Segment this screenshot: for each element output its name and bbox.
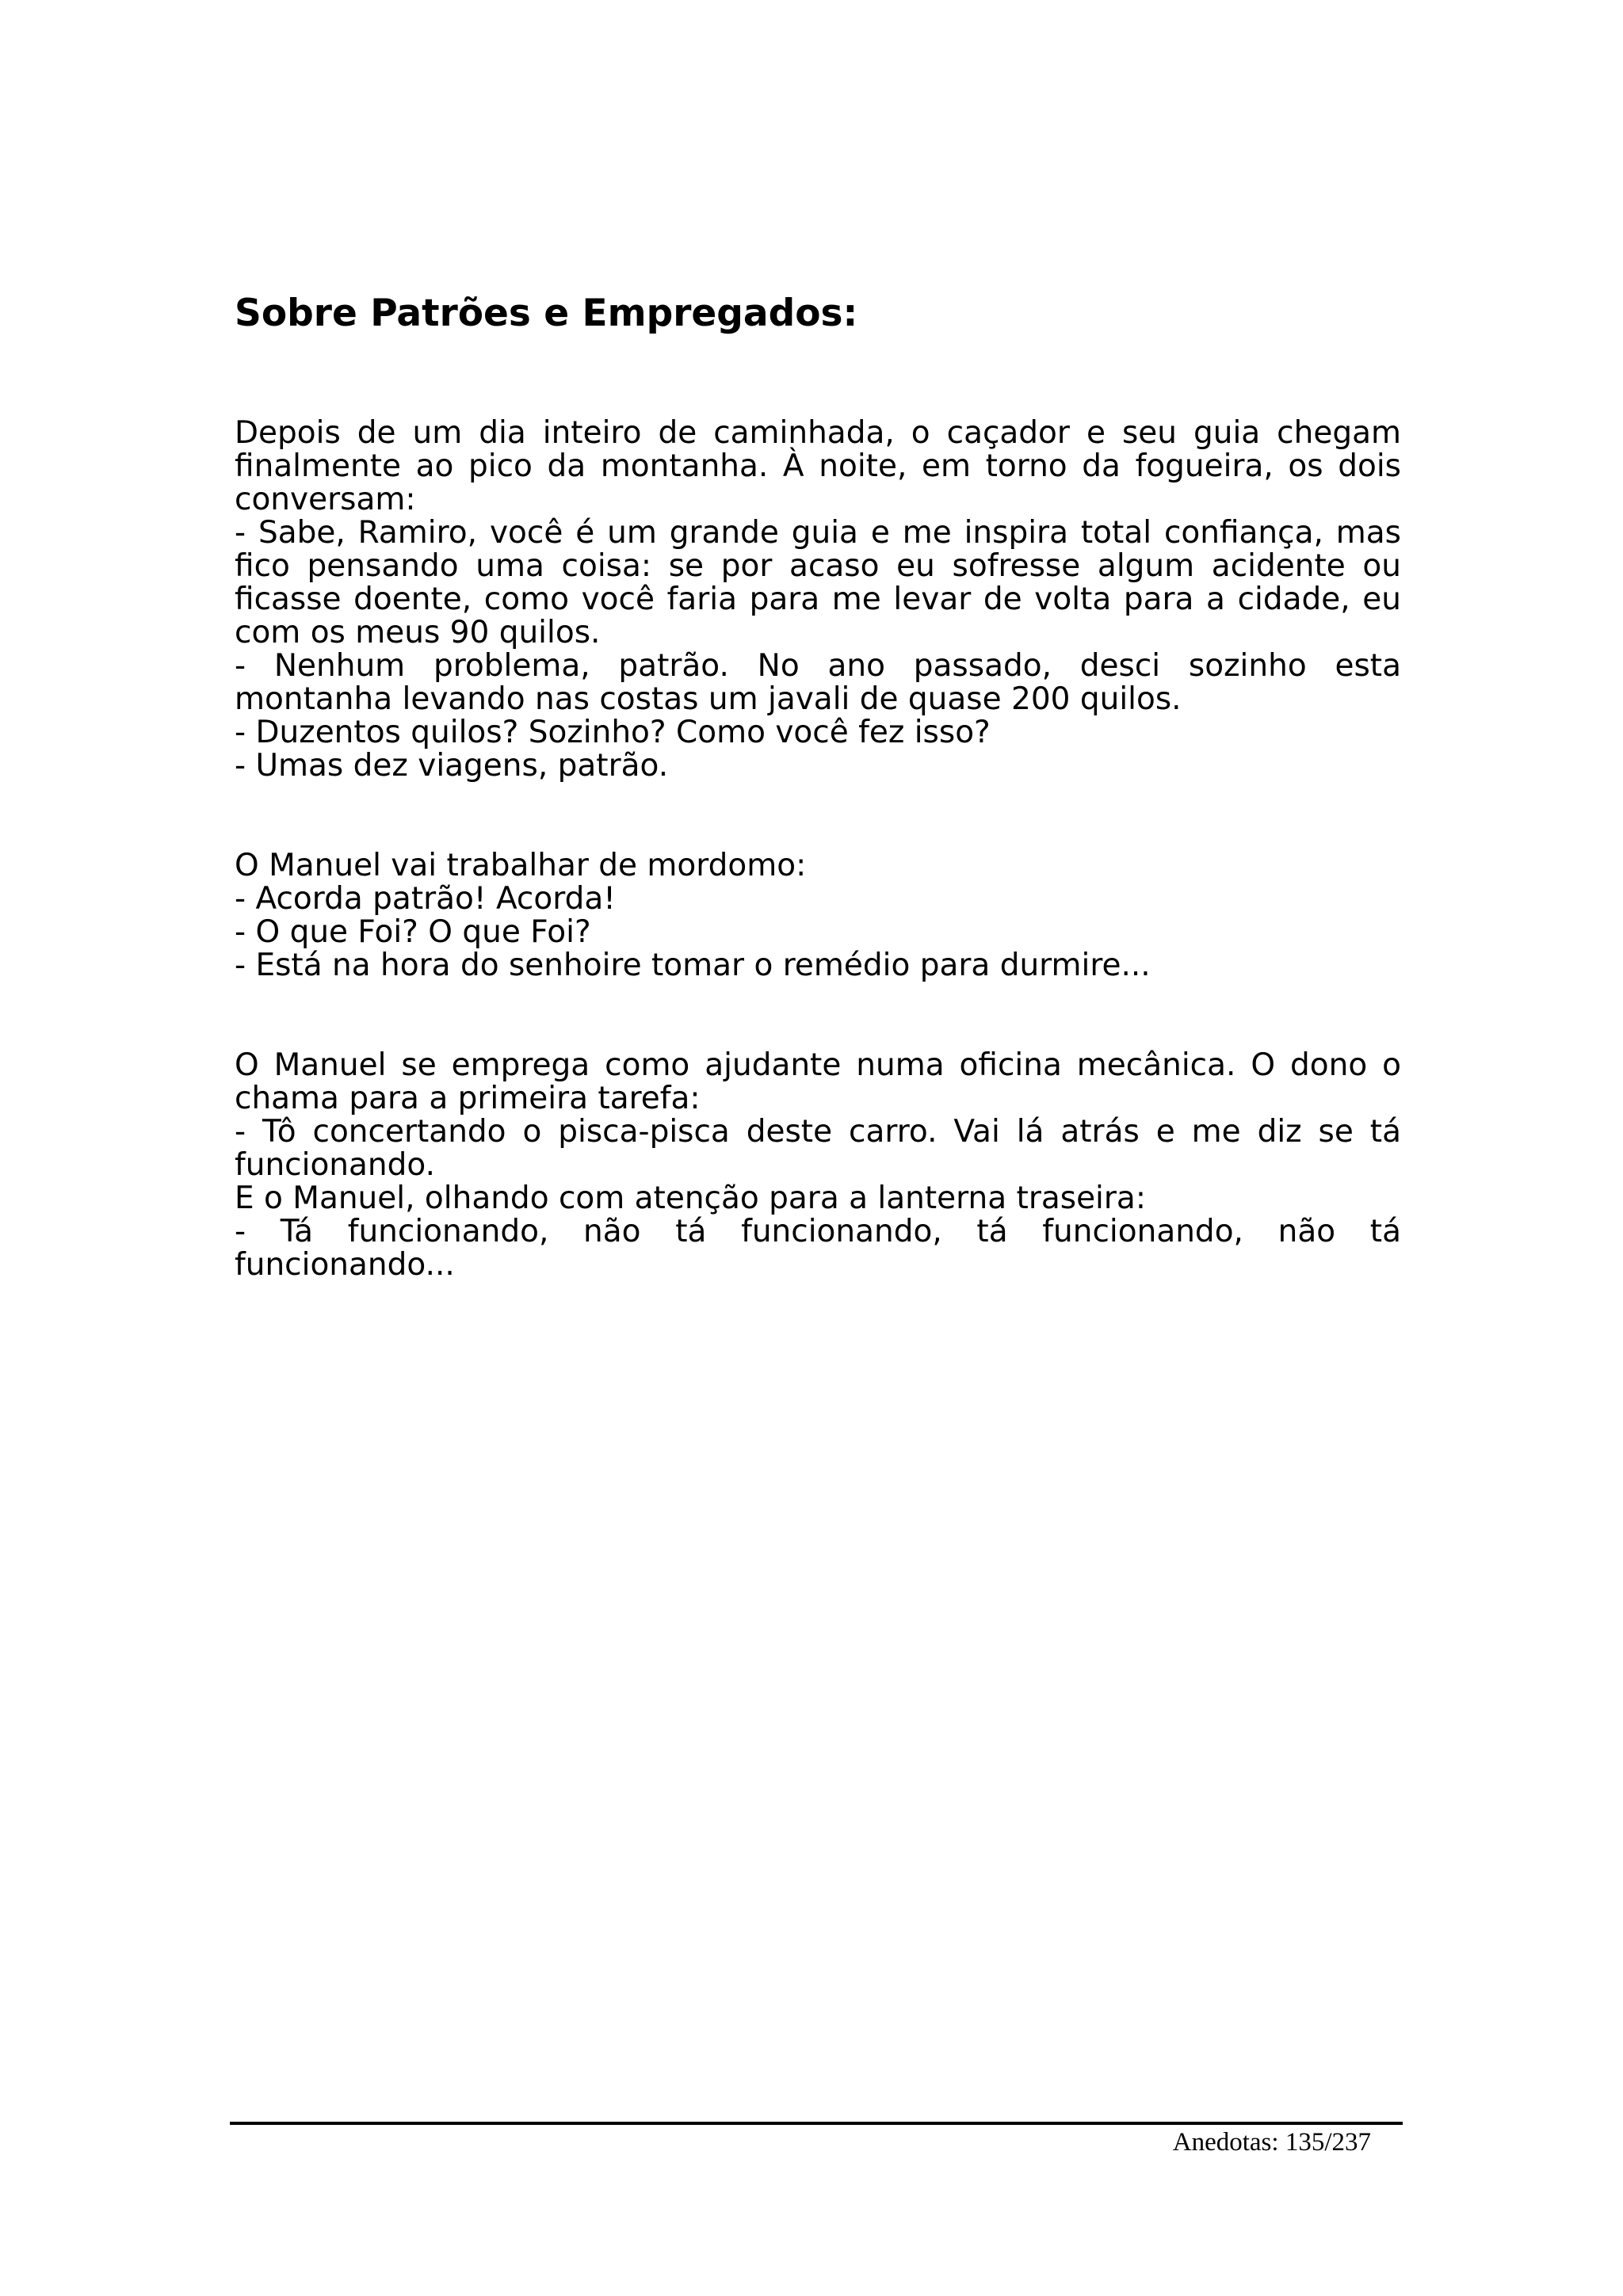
joke-line: - O que Foi? O que Foi? xyxy=(235,914,591,950)
joke-line: - Está na hora do senhoire tomar o remédio para durmire... xyxy=(235,948,1151,983)
joke-line: - Umas dez viagens, patrão. xyxy=(235,748,669,784)
page-number: Anedotas: 135/237 xyxy=(1172,2128,1371,2157)
joke-line: - Duzentos quilos? Sozinho? Como você fez isso? xyxy=(235,715,991,750)
joke-2 xyxy=(235,849,1401,982)
footer-divider xyxy=(230,2122,1403,2125)
joke-line: Depois de um dia inteiro de caminhada, o caçador e seu guia chegam finalmente ao pico da montanha. À noite, em torno da fogueira, os dois conversam: xyxy=(235,415,1401,517)
joke-line: - Sabe, Ramiro, você é um grande guia e me inspira total confiança, mas fico pensando uma coisa: se por acaso eu sofresse algum acidente ou ficasse doente, como você faria para me levar de volta para a cidade, eu com os meus 90 quilos. xyxy=(235,515,1401,650)
joke-line: - Tô concertando o pisca-pisca deste carro. Vai lá atrás e me diz se tá funcionando. xyxy=(235,1114,1401,1183)
joke-line: E o Manuel, olhando com atenção para a lanterna traseira: xyxy=(235,1180,1146,1216)
joke-line: - Acorda patrão! Acorda! xyxy=(235,881,616,917)
page-title: Sobre Patrões e Empregados: xyxy=(235,292,858,335)
joke-line: - Tá funcionando, não tá funcionando, tá funcionando, não tá funcionando... xyxy=(235,1214,1401,1283)
joke-1 xyxy=(235,417,1401,783)
joke-line: O Manuel se emprega como ajudante numa oficina mecânica. O dono o chama para a primeira tarefa: xyxy=(235,1047,1401,1116)
document-body xyxy=(235,290,1401,1282)
joke-3 xyxy=(235,1049,1401,1282)
joke-line: O Manuel vai trabalhar de mordomo: xyxy=(235,848,807,883)
joke-line: - Nenhum problema, patrão. No ano passado, desci sozinho esta montanha levando nas costas um javali de quase 200 quilos. xyxy=(235,648,1401,717)
